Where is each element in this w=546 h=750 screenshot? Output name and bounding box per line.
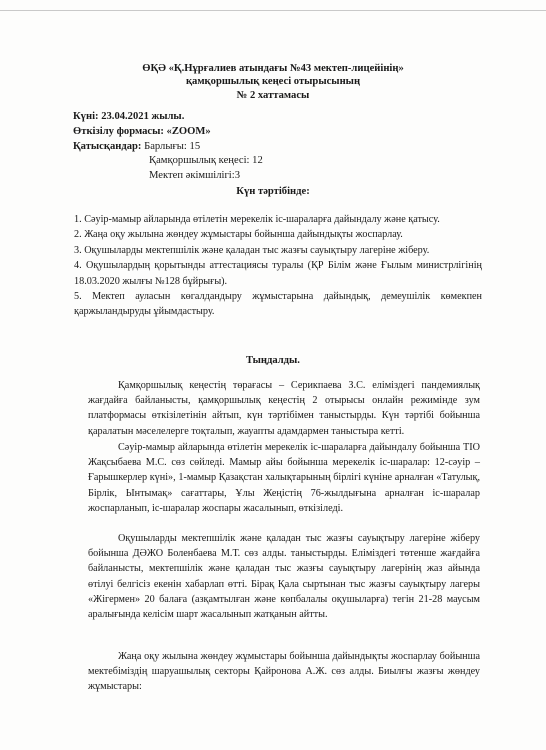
document-header — [0, 62, 546, 102]
agenda-item: 1. Сәуір-мамыр айларында өтілетін мерекелік іс-шараларға дайындалу және қатысу. — [74, 214, 440, 225]
heard-paragraph-text: Оқушыларды мектепшілік және қаладан тыс жазғы сауықтыру лагеріне жіберу бойынша ДӘЖО Боленбаева М.Т. сөз алды. таныстырды. Еліміздегі төтенше жағдайға байланысты, мектепшілік және қаладан тыс жазғы сауықтыру лагерінің жаз айында өтілуі белгісіз екенін хабарлап өтті. Бірақ Қала сыртынан тыс жазғы сауықтыру лагеры «Жігермен» 20 балаға (азқамтылған және көпбалалы оқушыларға) тегін 21-28 маусым аралығында келісім шарт жасалынып жатқанын айтты. — [88, 533, 480, 621]
participants-label: Қатысқандар: — [73, 140, 142, 152]
heard-paragraph — [88, 649, 480, 695]
header-line-1: ӨҚӘ «Қ.Нұрғалиев атындағы №43 мектеп-лицейінің» — [142, 63, 404, 74]
agenda-list — [74, 212, 482, 320]
heard-paragraph — [88, 531, 480, 622]
participants-row — [73, 140, 263, 155]
heard-paragraph-text: Жаңа оқу жылына жөндеу жұмыстары бойынша дайындықты жоспарлау бойынша мектебіміздің шаруашылық секторы Қайронова А.Ж. сөз алды. Биылғы жазғы жөндеу жұмыстары: — [88, 651, 480, 693]
heard-paragraph-text: Қамқоршылық кеңестің төрағасы – Серикпаева З.С. еліміздегі пандемиялық жағдайға байланысты, қамқоршылық кеңестің 2 отырысы онлайн режимінде зум платформасы өткізілетінін айтып, күн тәртібімен таныстырды. Күн тәртібі бойынша қаралатын мәселелерге тоқталып, жауапты адамдармен таныстыра кетті. — [88, 380, 480, 437]
agenda-title: Күн тәртібінде: — [236, 186, 310, 197]
heard-paragraph — [88, 378, 480, 439]
agenda-item: 5. Мектеп ауласын көгалдандыру жұмыстарына дайындық, демеушілік көмекпен қаржыландыруды ұйымдастыру. — [74, 291, 482, 318]
meeting-meta — [73, 110, 263, 184]
agenda-item: 3. Оқушыларды мектепшілік және қаладан тыс жазғы сауықтыру лагеріне жіберу. — [74, 244, 430, 256]
heard-paragraph — [88, 440, 480, 516]
heard-paragraph-text: Сәуір-мамыр айларында өтілетін мерекелік іс-шараларға дайындалу бойынша ТІО Жақсыбаева М.С. сөз сөйледі. Мамыр айы бойынша мерекелік іс-шаралар: 12-сәуір –Ғарышкерлер күні», 1-мамыр Қазақстан халықтарының бірлігі күніне арналған «Татулық, Бірлік, Ынтымақ» сағаттары, Ұлы Жеңістің 76-жылдығына арналған іс-шаралар жоспарланып, іс-шаралар жоспары жасалынып, өткізіледі. — [88, 442, 480, 514]
meeting-date: Күні: 23.04.2021 жылы. — [73, 111, 185, 122]
page-fold-line — [0, 10, 546, 11]
participants-total: Барлығы: 15 — [141, 140, 201, 152]
board-count: Қамқоршылық кеңесі: 12 — [149, 155, 263, 167]
agenda-item: 4. Оқушылардың қорытынды аттестациясы туралы (ҚР Білім және Ғылым министрлігінің 18.03.2020 жылғы №128 бұйрығы). — [74, 260, 482, 287]
header-line-3: № 2 хаттамасы — [236, 89, 310, 101]
agenda-item: 2. Жаңа оқу жылына жөндеу жұмыстары бойынша дайындықты жоспарлау. — [74, 229, 403, 241]
admin-count: Мектеп әкімшілігі:3 — [149, 170, 240, 182]
heard-title: Тыңдалды. — [246, 355, 300, 366]
header-line-2: қамқоршылық кеңесі отырысының — [185, 76, 361, 88]
meeting-format: Өткізілу формасы: «ZOOM» — [73, 125, 211, 137]
